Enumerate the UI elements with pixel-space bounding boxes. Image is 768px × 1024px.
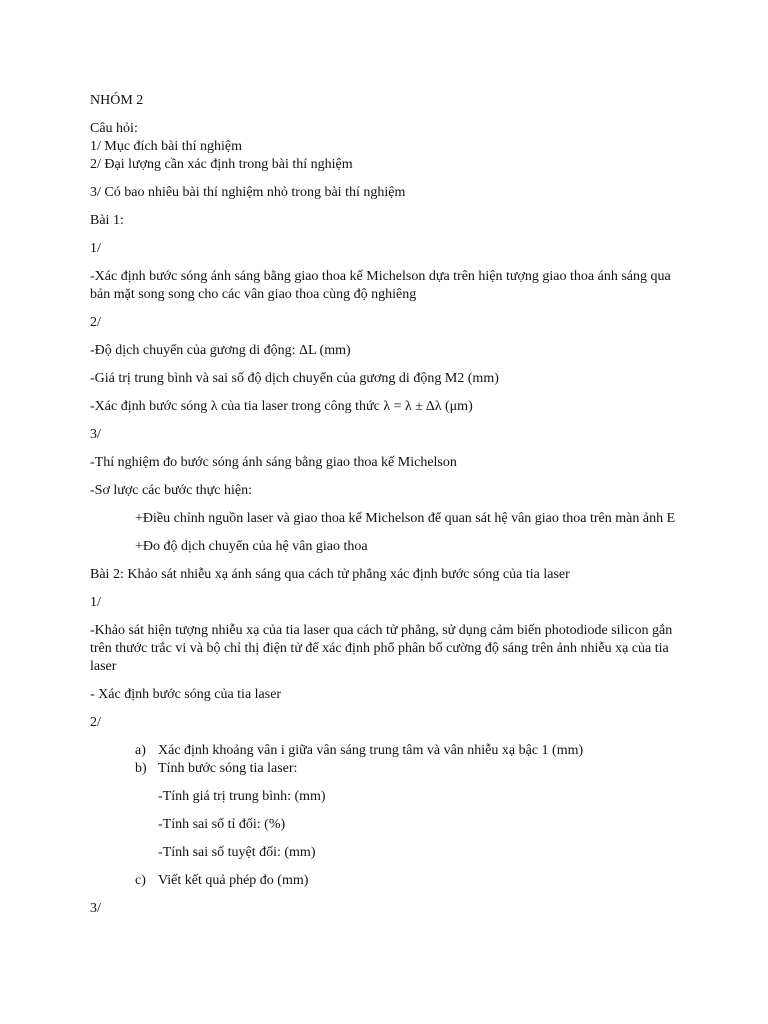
list-item-text: Xác định khoảng vân i giữa vân sáng trung tâm và vân nhiễu xạ bậc 1 (mm) [158,743,584,758]
list-item [135,742,583,760]
list-item-text: Tính bước sóng tia laser: [158,761,298,776]
quantity-item: -Giá trị trung bình và sai số độ dịch chuyển của gương di động M2 (mm) [90,371,499,386]
section-number: 3/ [90,901,101,916]
list-marker: a) [135,743,146,758]
bai1-purpose-text: -Xác định bước sóng ánh sáng bằng giao thoa kế Michelson dựa trên hiện tượng giao thoa ánh sáng qua bản mặt song song cho các vân giao thoa cùng độ nghiêng [90,269,671,302]
list-marker: c) [135,873,146,888]
sub-item: -Tính sai số tuyệt đối: (mm) [158,845,316,860]
questions-label: Câu hỏi: [90,121,138,136]
list-item [135,760,297,778]
section-number: 3/ [90,427,101,442]
question-item: 1/ Mục đích bài thí nghiệm [90,139,243,154]
experiment-item: -Thí nghiệm đo bước sóng ánh sáng bằng giao thoa kế Michelson [90,455,457,470]
bai1-heading: Bài 1: [90,213,124,228]
bai2-purpose-text-2: - Xác định bước sóng của tia laser [90,687,282,702]
quantity-item: -Độ dịch chuyển của gương di động: ΔL (mm) [90,343,351,358]
section-number: 1/ [90,241,101,256]
procedure-step: +Điều chỉnh nguồn laser và giao thoa kế Michelson để quan sát hệ vân giao thoa trên màn ảnh E [135,511,676,526]
procedure-step: +Đo độ dịch chuyển của hệ vân giao thoa [135,539,368,554]
list-item [135,872,308,890]
bai2-purpose-text: -Khảo sát hiện tượng nhiễu xạ của tia laser qua cách tử phẳng, sử dụng cảm biến photodiode silicon gắn trên thước trắc vi và bộ chỉ thị điện tử để xác định phổ phân bố cường độ sáng trên ảnh nhiễu xạ của tia laser [90,623,673,674]
bai2-heading: Bài 2: Khảo sát nhiễu xạ ánh sáng qua cách tử phẳng xác định bước sóng của tia laser [90,567,570,582]
section-number: 2/ [90,715,101,730]
question-item: 2/ Đại lượng cần xác định trong bài thí nghiệm [90,157,353,172]
section-number: 1/ [90,595,101,610]
quantity-item: -Xác định bước sóng λ của tia laser trong công thức λ = λ ± Δλ (μm) [90,399,473,414]
list-item-text: Viết kết quả phép đo (mm) [158,873,309,888]
group-title: NHÓM 2 [90,93,144,108]
experiment-item: -Sơ lược các bước thực hiện: [90,483,252,498]
list-marker: b) [135,761,147,776]
sub-item: -Tính sai số tỉ đối: (%) [158,817,286,832]
sub-item: -Tính giá trị trung bình: (mm) [158,789,326,804]
section-number: 2/ [90,315,101,330]
question-item: 3/ Có bao nhiêu bài thí nghiệm nhỏ trong bài thí nghiệm [90,185,406,200]
